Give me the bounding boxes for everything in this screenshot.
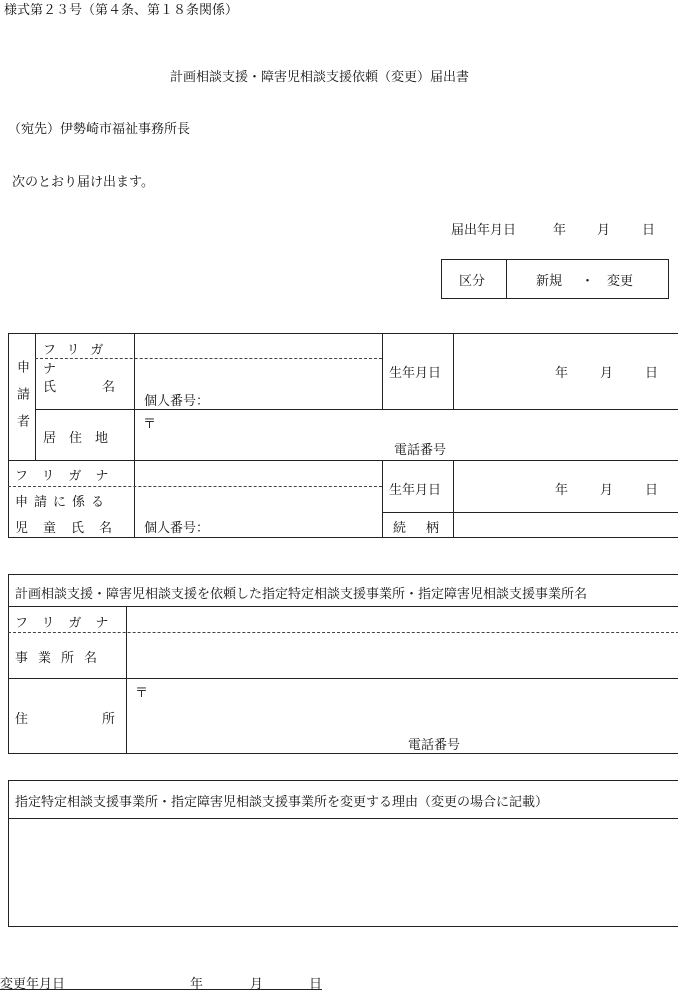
submission-date-day[interactable]: 日	[642, 223, 656, 238]
divider	[35, 333, 36, 460]
applicant-address-text: 居住地	[43, 431, 122, 446]
reason-input[interactable]	[12, 822, 674, 922]
office-name-input[interactable]	[128, 636, 676, 676]
applicant-furigana-label	[43, 339, 127, 377]
child-personal-number-label: 個人番号：	[144, 521, 210, 536]
divider	[8, 606, 678, 607]
applicant-name-text: 氏名	[43, 380, 162, 395]
child-birth-day[interactable]: 日	[645, 483, 659, 498]
divider	[8, 460, 678, 461]
form-number: 様式第２３号（第４条、第１８条関係）	[4, 3, 239, 18]
child-label-line1-text: 申請に係る	[15, 495, 111, 510]
category-option-change[interactable]: 変更	[607, 274, 634, 289]
child-relationship-input[interactable]	[455, 514, 677, 536]
office-name-label	[15, 647, 107, 666]
divider	[35, 409, 678, 410]
applicant-section-label: 申請者	[14, 360, 29, 441]
office-address-text: 住所	[15, 712, 190, 727]
change-date-day[interactable]: 日	[309, 977, 323, 992]
page-title: 計画相談支援・障害児相談支援依頼（変更）届出書	[170, 70, 470, 85]
submission-date-label: 届出年月日	[451, 223, 517, 238]
office-postal-mark: 〒	[135, 686, 149, 701]
divider	[382, 460, 383, 538]
category-label: 区分	[459, 274, 486, 289]
child-name-input[interactable]	[230, 488, 380, 536]
divider	[382, 512, 678, 513]
child-birth-month[interactable]: 月	[600, 483, 614, 498]
office-furigana-input[interactable]	[128, 610, 676, 630]
divider	[8, 818, 678, 819]
divider	[8, 632, 678, 633]
child-label-line1	[15, 491, 110, 510]
applicant-phone-input[interactable]	[460, 438, 670, 458]
office-phone-input[interactable]	[475, 731, 675, 751]
divider	[8, 678, 678, 679]
applicant-personal-number-label: 個人番号：	[144, 394, 210, 409]
office-furigana-label	[15, 612, 122, 631]
intro-text: 次のとおり届け出ます。	[12, 175, 154, 190]
applicant-postal-mark: 〒	[143, 417, 157, 432]
divider	[453, 333, 454, 410]
child-label-line2-text: 児童氏名	[15, 521, 128, 536]
child-furigana-input[interactable]	[135, 465, 381, 484]
category-separator: ・	[581, 274, 595, 289]
submission-date-year[interactable]: 年	[553, 223, 567, 238]
reason-heading: 指定特定相談支援事業所・指定障害児相談支援事業所を変更する理由（変更の場合に記載）	[15, 795, 549, 810]
child-furigana-label	[15, 465, 122, 484]
office-heading: 計画相談支援・障害児相談支援を依頼した指定特定相談支援事業所・指定障害児相談支援事業所名	[15, 587, 588, 602]
applicant-phone-label: 電話番号	[394, 443, 447, 458]
child-birthdate-label: 生年月日	[389, 483, 442, 498]
applicant-address-label	[43, 427, 121, 446]
change-date-month[interactable]: 月	[250, 977, 264, 992]
child-relationship-text: 続柄	[393, 521, 460, 536]
applicant-birth-day[interactable]: 日	[645, 366, 659, 381]
applicant-birth-year[interactable]: 年	[555, 366, 569, 381]
addressee: （宛先）伊勢崎市福祉事務所長	[8, 122, 191, 137]
category-option-new[interactable]: 新規	[536, 274, 563, 289]
child-relationship-label	[393, 517, 459, 536]
divider	[506, 259, 507, 299]
applicant-birth-month[interactable]: 月	[600, 366, 614, 381]
divider	[382, 333, 383, 410]
child-furigana-text: フリガナ	[15, 469, 123, 484]
submission-date-month[interactable]: 月	[597, 223, 611, 238]
divider	[134, 333, 135, 538]
applicant-furigana-input[interactable]	[135, 340, 381, 357]
office-furigana-text: フリガナ	[15, 616, 123, 631]
child-label-line2	[15, 517, 127, 536]
divider	[126, 606, 127, 754]
office-phone-label: 電話番号	[408, 738, 461, 753]
change-date-year[interactable]: 年	[190, 977, 204, 992]
applicant-furigana-text: フリガナ	[43, 343, 115, 377]
applicant-name-input[interactable]	[230, 362, 380, 406]
change-date-label: 変更年月日	[0, 977, 66, 992]
applicant-birthdate-label: 生年月日	[389, 366, 442, 381]
applicant-address-input[interactable]	[160, 414, 675, 436]
office-name-text: 事業所名	[15, 651, 108, 666]
office-address-input[interactable]	[152, 683, 672, 723]
divider	[8, 486, 382, 487]
child-birth-year[interactable]: 年	[555, 483, 569, 498]
